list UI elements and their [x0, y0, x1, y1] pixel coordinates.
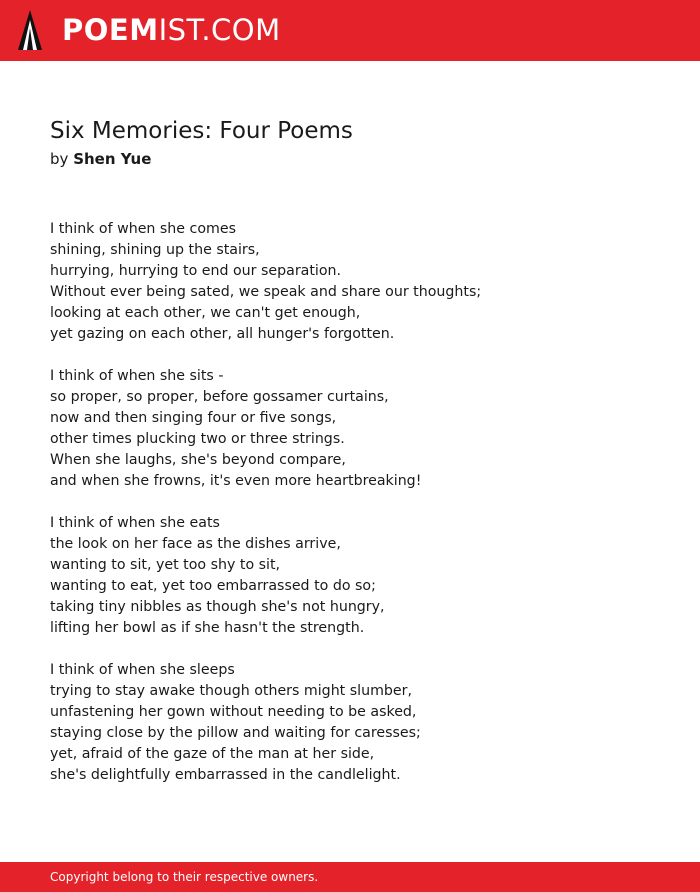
- poem-line: When she laughs, she's beyond compare,: [50, 452, 346, 468]
- poem-line: lifting her bowl as if she hasn't the strength.: [50, 620, 365, 636]
- poem-line: yet gazing on each other, all hunger's forgotten.: [50, 326, 395, 342]
- poem-line: wanting to sit, yet too shy to sit,: [50, 557, 281, 573]
- byline: [50, 149, 151, 169]
- poem-line: staying close by the pillow and waiting for caresses;: [50, 725, 421, 741]
- poem-line: wanting to eat, yet too embarrassed to do so;: [50, 578, 376, 594]
- poem-title: Six Memories: Four Poems: [50, 118, 353, 144]
- stanza: [50, 660, 481, 786]
- site-logo[interactable]: [62, 12, 281, 48]
- poem-line: the look on her face as the dishes arrive,: [50, 536, 341, 552]
- poem-line: so proper, so proper, before gossamer curtains,: [50, 389, 389, 405]
- poem-line: shining, shining up the stairs,: [50, 242, 260, 258]
- copyright-notice: Copyright belong to their respective owners.: [50, 870, 319, 884]
- by-label: by: [50, 150, 69, 168]
- poem-body: [50, 219, 481, 807]
- poem-line: taking tiny nibbles as though she's not hungry,: [50, 599, 385, 615]
- site-footer: [0, 862, 700, 892]
- poem-line: now and then singing four or five songs,: [50, 410, 337, 426]
- site-header: [0, 0, 700, 61]
- stanza: [50, 513, 481, 639]
- poem-line: and when she frowns, it's even more heartbreaking!: [50, 473, 422, 489]
- poem-line: I think of when she comes: [50, 221, 236, 237]
- logo-light-text: IST.COM: [158, 13, 281, 47]
- stanza: [50, 219, 481, 345]
- stanza: [50, 366, 481, 492]
- poem-line: she's delightfully embarrassed in the candlelight.: [50, 767, 401, 783]
- poem-line: unfastening her gown without needing to be asked,: [50, 704, 417, 720]
- poem-line: I think of when she eats: [50, 515, 220, 531]
- logo-bold-text: POEM: [62, 13, 159, 47]
- poem-line: I think of when she sits -: [50, 368, 224, 384]
- poem-line: looking at each other, we can't get enough,: [50, 305, 361, 321]
- poem-line: I think of when she sleeps: [50, 662, 235, 678]
- poem-line: yet, afraid of the gaze of the man at her side,: [50, 746, 375, 762]
- author-name: Shen Yue: [73, 150, 152, 168]
- poem-line: hurrying, hurrying to end our separation.: [50, 263, 342, 279]
- poem-line: other times plucking two or three strings.: [50, 431, 345, 447]
- pencil-tip-icon: [18, 10, 42, 50]
- poem-line: trying to stay awake though others might slumber,: [50, 683, 412, 699]
- poem-line: Without ever being sated, we speak and share our thoughts;: [50, 284, 482, 300]
